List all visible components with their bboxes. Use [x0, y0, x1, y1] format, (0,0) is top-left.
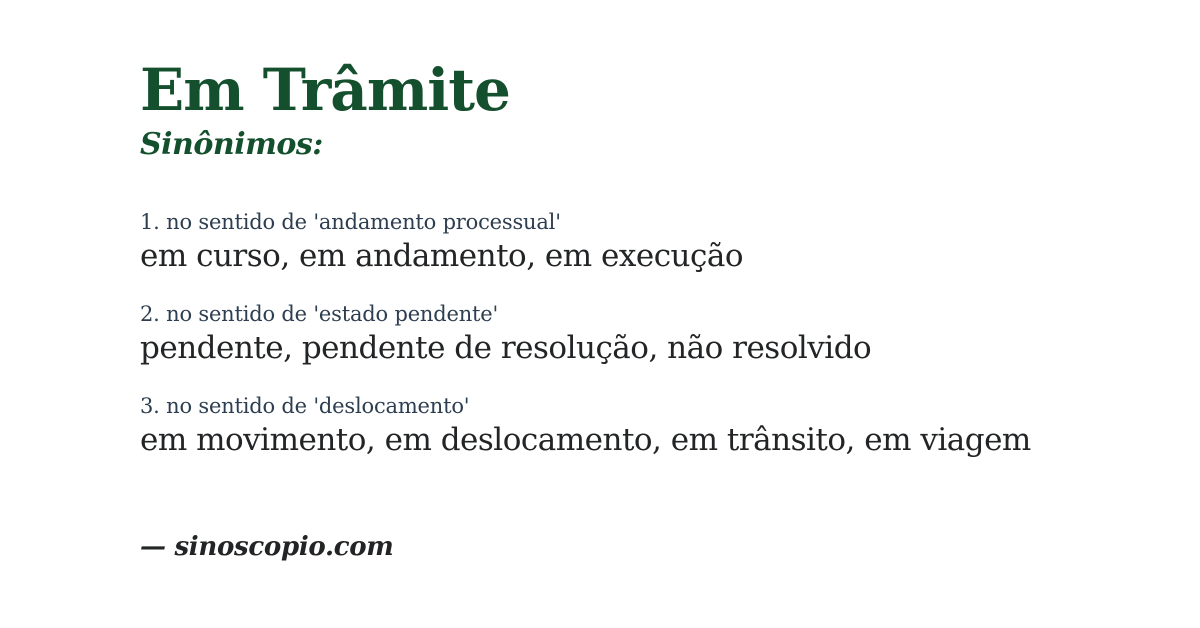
sense-synonyms: em movimento, em deslocamento, em trânsito, em viagem — [140, 421, 1031, 458]
subtitle-sinonimos: Sinônimos: — [140, 126, 323, 162]
sense-context: no sentido de 'estado pendente' — [166, 301, 499, 326]
sense-synonyms: pendente, pendente de resolução, não resolvido — [140, 330, 872, 367]
sense-label — [140, 302, 1140, 327]
sense-synonyms: em curso, em andamento, em execução — [140, 238, 744, 275]
sense-number: 1. — [140, 209, 160, 234]
sense-item-3 — [140, 394, 1140, 460]
sense-item-1 — [140, 210, 1140, 276]
sense-context: no sentido de 'deslocamento' — [166, 393, 470, 418]
attribution — [140, 532, 394, 562]
sense-list — [140, 210, 1140, 460]
sense-label — [140, 210, 1140, 235]
sense-label — [140, 394, 1140, 419]
attribution-site: sinoscopio.com — [174, 532, 394, 562]
sense-number: 2. — [140, 301, 160, 326]
card-header — [140, 56, 1140, 162]
page-title: Em Trâmite — [140, 56, 510, 124]
sense-item-2 — [140, 302, 1140, 368]
sense-context: no sentido de 'andamento processual' — [166, 209, 561, 234]
attribution-dash: — — [140, 532, 166, 562]
sense-number: 3. — [140, 393, 160, 418]
